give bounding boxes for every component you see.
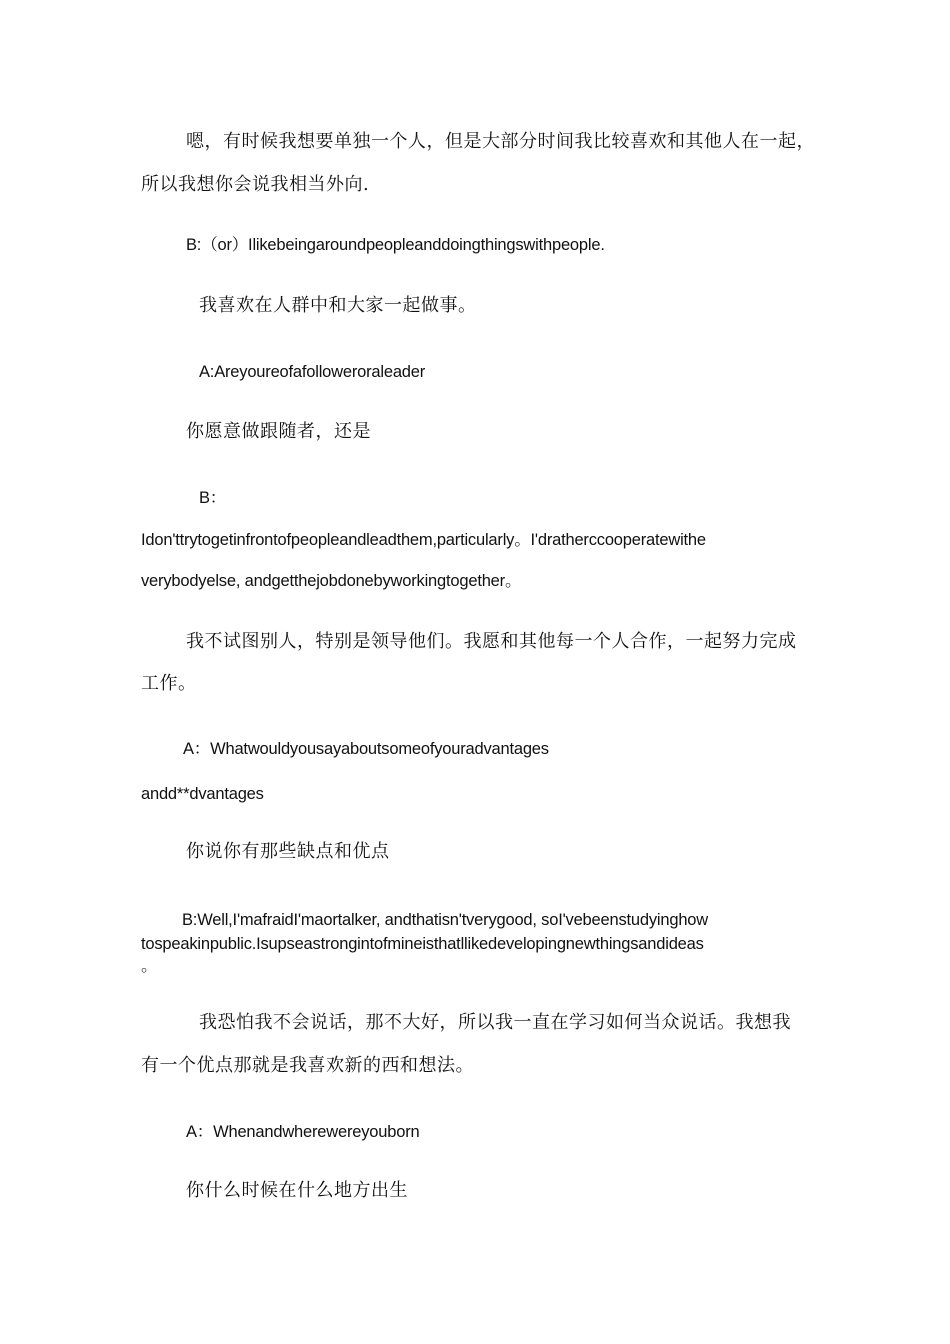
p-14: B:Well,I'mafraidI'maortalker, andthatisn'tverygood, soI'vebeenstudyinghow — [182, 911, 708, 929]
p-19: A：Whenandwherewereyouborn — [186, 1123, 420, 1141]
p-15: tospeakinpublic.Isupseastrongintofmineisthatllikedevelopingnewthingsandideas — [141, 935, 704, 953]
p-5: 你愿意做跟随者，还是 — [186, 421, 371, 442]
p-13: 你说你有那些缺点和优点 — [186, 841, 390, 862]
p-6: B： — [199, 489, 227, 507]
p-1: 所以我想你会说我相当外向. — [141, 174, 370, 195]
p-3: 我喜欢在人群中和大家一起做事。 — [199, 295, 477, 316]
p-18: 有一个优点那就是我喜欢新的西和想法。 — [141, 1055, 474, 1076]
p-17: 我恐怕我不会说话，那不大好，所以我一直在学习如何当众说话。我想我 — [199, 1012, 791, 1033]
p-16: 。 — [141, 957, 158, 975]
p-0: 嗯，有时候我想要单独一个人，但是大部分时间我比较喜欢和其他人在一起， — [186, 131, 815, 152]
p-20: 你什么时候在什么地方出生 — [186, 1180, 408, 1201]
p-4: A:Areyoureofafolloweroraleader — [199, 363, 426, 381]
p-11: A：Whatwouldyousayaboutsomeofyouradvantages — [183, 740, 549, 758]
p-10: 工作。 — [141, 673, 197, 694]
p-2: B:（or）Ilikebeingaroundpeopleanddoingthingswithpeople. — [186, 236, 605, 254]
p-7: Idon'ttrytogetinfrontofpeopleandleadthem,particularly。I'dratherccooperatewithe — [141, 531, 706, 549]
p-8: verybodyelse, andgetthejobdonebyworkingtogether。 — [141, 572, 522, 590]
p-9: 我不试图别人，特别是领导他们。我愿和其他每一个人合作，一起努力完成 — [186, 631, 797, 652]
p-12: andd**dvantages — [141, 785, 264, 803]
